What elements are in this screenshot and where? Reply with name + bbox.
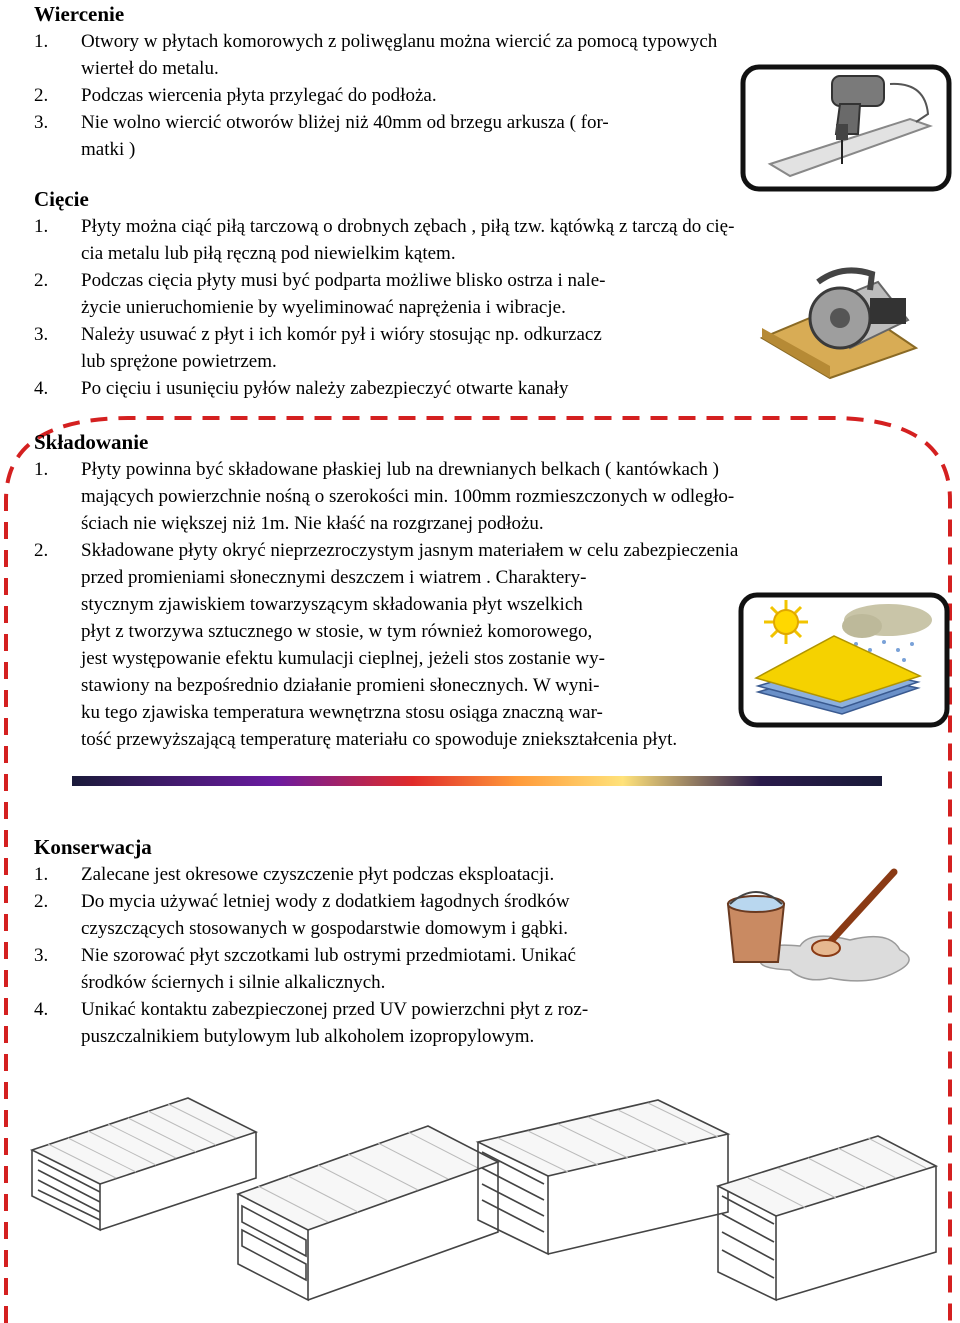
maintenance-list [34,861,588,1050]
circular-saw-illustration [758,262,920,380]
list-item: 1. Płyty powinna być składowane płaskiej lub na drewnianych belkach ( kantówkach ) mających powierzchnie nośną o szerokości min. 100mm rozmieszczonych w odległo- ściach nie większej niż 1m. Nie kłaść na rozgrzanej podłożu. [34,459,735,534]
maintenance-heading: Konserwacja [34,835,152,859]
list-item: 1. Płyty można ciąć piłą tarczową o drobnych zębach , piłą tzw. kątówką z tarczą do cię- cia metalu lub piłą ręczną pod niewielkim kątem. [34,216,735,264]
list-item: 3. Nie wolno wiercić otworów bliżej niż 40mm od brzegu arkusza ( for- matki ) [34,112,609,160]
storage-heading: Składowanie [34,430,149,454]
list-item: 3. Nie szorować płyt szczotkami lub ostrymi przedmiotami. Unikać środków ściernych i silnie alkalicznych. [34,945,576,993]
gradient-divider [72,776,882,786]
list-item: 2. Podczas wiercenia płyta przylegać do podłoża. [34,85,437,106]
drilling-heading: Wiercenie [34,2,125,26]
list-item: 2. Do mycia używać letniej wody z dodatkiem łagodnych środków czyszczących stosowanych w gospodarstwie domowym i gąbki. [34,891,570,939]
list-item: 4. Unikać kontaktu zabezpieczonej przed UV powierzchni płyt z roz- puszczalnikiem butylowym lub alkoholem izopropylowym. [34,999,589,1047]
storage-weather-illustration [738,592,950,728]
list-item: 2. Podczas cięcia płyty musi być podparta możliwe blisko ostrza i nale- życie unieruchomienie by wyeliminować naprężenia i wibracje. [34,270,606,318]
cleaning-illustration [720,860,926,996]
multiwall-panels-illustration [28,1096,938,1302]
cutting-list [34,213,734,402]
drilling-list [34,28,717,163]
list-item: 4. Po cięciu i usunięciu pyłów należy zabezpieczyć otwarte kanały [34,378,569,399]
list-item: 3. Należy usuwać z płyt i ich komór pył i wióry stosując np. odkurzacz lub sprężone powietrzem. [34,324,602,372]
storage-list [34,456,738,753]
cutting-heading: Cięcie [34,187,89,211]
list-item: 2. Składowane płyty okryć nieprzezroczystym jasnym materiałem w celu zabezpieczenia przed promieniami słonecznymi deszczem i wiatrem . Charaktery- stycznym zjawiskiem towarzyszącym składowania płyt wszelkich płyt z tworzywa sztucznego w stosie, w tym również komorowego, jest występowanie efektu kumulacji cieplnej, jeżeli stos zostanie wy- stawiony na bezpośrednio działanie promieni słonecznych. W wyni- ku tego zjawiska temperatura wewnętrzna stosu osiąga znaczną war- tość przewyższającą temperaturę materiału co spowoduje zniekształcenia płyt. [34,540,739,750]
drill-illustration [740,64,952,192]
list-item: 1. Otwory w płytach komorowych z poliwęglanu można wiercić za pomocą typowych wierteł do metalu. [34,31,718,79]
list-item: 1. Zalecane jest okresowe czyszczenie płyt podczas eksploatacji. [34,864,555,885]
